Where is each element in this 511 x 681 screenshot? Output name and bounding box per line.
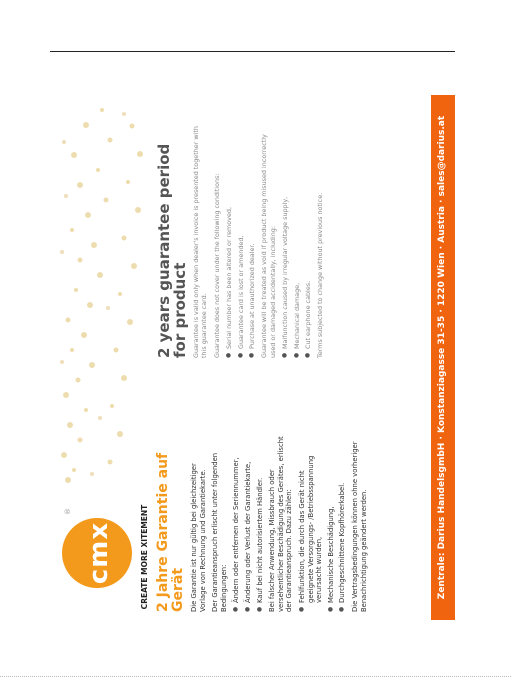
english-title: 2 years guarantee period for product: [155, 143, 189, 358]
list-item: ● Cut earphone cables.: [304, 118, 312, 358]
brand-tagline: CREATE MORE XITEMENT: [140, 504, 149, 610]
english-conditions-list: [225, 118, 256, 358]
german-terms-notice: Die Vertragsbedingungen können ohne vorheriger Benachrichtigung geändert werden.: [350, 441, 368, 612]
english-terms-notice: Terms subjected to change without previous notice.: [316, 192, 325, 358]
guarantee-card-content: [50, 95, 455, 620]
english-validity-text: Guarantee is valid only when dealer's invoice is presented together with this guarantee card.: [192, 126, 209, 358]
english-exclusions-list: [281, 118, 312, 358]
list-item: ● Purchase at unauthorized dealer.: [248, 118, 256, 358]
german-title: 2 Jahre Garantie auf Gerät: [155, 452, 186, 612]
list-item: ● Guarantee card is lost or amended,: [237, 118, 245, 358]
german-validity-text: Die Garantie ist nur gültig bei gleichzeitiger Vorlage von Rechnung und Garantiekarte.: [190, 463, 207, 612]
list-item: ● Ändern oder entfernen der Seriennummer,: [232, 436, 241, 612]
german-conditions-intro: Der Garantieanspruch erlischt unter folgenden Bedingungen:: [211, 452, 228, 612]
english-misuse-text: Guarantee will be treated as void if product being misused incorrectly used or damaged accidentally, including:: [260, 134, 277, 358]
list-item: ● Durchgeschnittene Kopfhörerkabel.: [338, 436, 347, 612]
german-misuse-text: Bei falscher Anwendung, Missbrauch oder versehentlicher Beschädigung des Gerätes, erlischt der Garantieanspruch. Dazu zählen:: [268, 436, 294, 612]
list-item: ● Serial number has been altered or removed,: [225, 118, 233, 358]
list-item: ● Mechanische Beschädigung,: [327, 436, 336, 612]
german-column: [156, 436, 372, 612]
english-column: [156, 118, 329, 358]
logo-text: cmx: [84, 521, 114, 585]
german-exclusions-list: [298, 436, 347, 612]
list-item: ● Änderung oder Verlust der Garantiekarte,: [244, 436, 253, 612]
registered-mark: ®: [64, 508, 72, 515]
german-conditions-list: [232, 436, 264, 612]
english-conditions-intro: Guarantee does not cover under the following conditions:: [212, 173, 221, 358]
cmx-logo: [58, 510, 142, 594]
list-item: ● Mechanical damage,: [293, 118, 301, 358]
list-item: ● Fehlfunktion, die durch das Gerät nicht geeignete Versorgungs- /Betriebsspannung verursacht wurden,: [298, 436, 324, 612]
header-rule: [50, 51, 455, 52]
footer-band: [431, 95, 455, 620]
list-item: ● Malfunction caused by irregular voltage supply,: [281, 118, 289, 358]
guarantee-card: [50, 95, 455, 620]
list-item: ● Kauf bei nicht autorisiertem Händler.: [256, 436, 265, 612]
footer-dotted-line: [0, 676, 511, 677]
company-address: Zentrale: Darius HandelsgmbH · Konstanziagasse 31-35 · 1220 Wien · Austria · sales@darius.at: [437, 115, 447, 600]
